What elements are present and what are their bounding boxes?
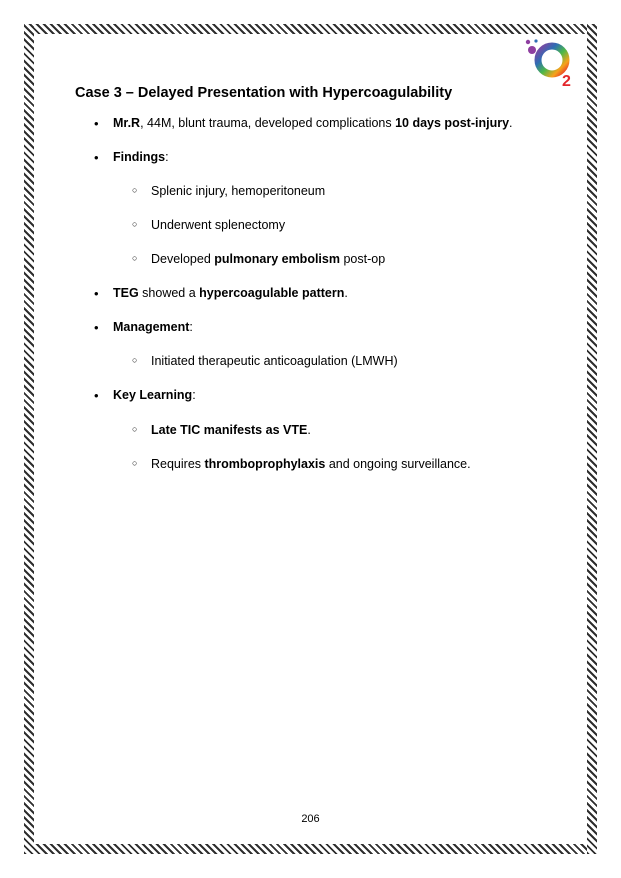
list-item-learning-2: ○ Requires thromboprophylaxis and ongoing surveillance. (132, 457, 471, 471)
findings-label: Findings (113, 150, 166, 164)
page-border (24, 24, 597, 854)
patient-timing: 10 days post-injury (395, 116, 510, 130)
list-item-management-1: ○ Initiated therapeutic anticoagulation (LMWH) (132, 354, 398, 368)
page-border-bottom (24, 844, 597, 854)
list-item-teg: • TEG showed a hypercoagulable pattern. (94, 286, 348, 301)
list-item-findings: • Findings: (94, 150, 169, 165)
circle-marker: ○ (132, 219, 138, 229)
list-item-finding-2: ○ Underwent splenectomy (132, 218, 286, 232)
logo-subscript: 2 (562, 73, 571, 88)
patient-name: Mr.R (113, 116, 141, 130)
bullet-marker: • (94, 388, 99, 403)
page-border-left (24, 24, 34, 854)
bullet-marker: • (94, 150, 99, 165)
circle-marker: ○ (132, 424, 138, 434)
bullet-marker: • (94, 116, 99, 131)
bullet-marker: • (94, 286, 99, 301)
list-item-finding-3: ○ Developed pulmonary embolism post-op (132, 252, 386, 266)
bullet-marker: • (94, 320, 99, 335)
circle-marker: ○ (132, 458, 138, 468)
page-border-right (587, 24, 597, 854)
o2-logo-icon (524, 38, 578, 88)
page-border-top (24, 24, 597, 34)
circle-marker: ○ (132, 185, 138, 195)
circle-marker: ○ (132, 253, 138, 263)
list-item-learning-1: ○ Late TIC manifests as VTE. (132, 423, 311, 437)
list-item-patient: • Mr.R, 44M, blunt trauma, developed complications 10 days post-injury. (94, 116, 513, 131)
patient-details: , 44M, blunt trauma, developed complications (140, 116, 396, 130)
page-number: 206 (301, 813, 320, 825)
circle-marker: ○ (132, 355, 138, 365)
list-item-management: • Management: (94, 320, 193, 335)
list-item-key-learning: • Key Learning: (94, 388, 196, 403)
page-title: Case 3 – Delayed Presentation with Hypercoagulability (75, 85, 453, 101)
list-item-finding-1: ○ Splenic injury, hemoperitoneum (132, 184, 326, 198)
